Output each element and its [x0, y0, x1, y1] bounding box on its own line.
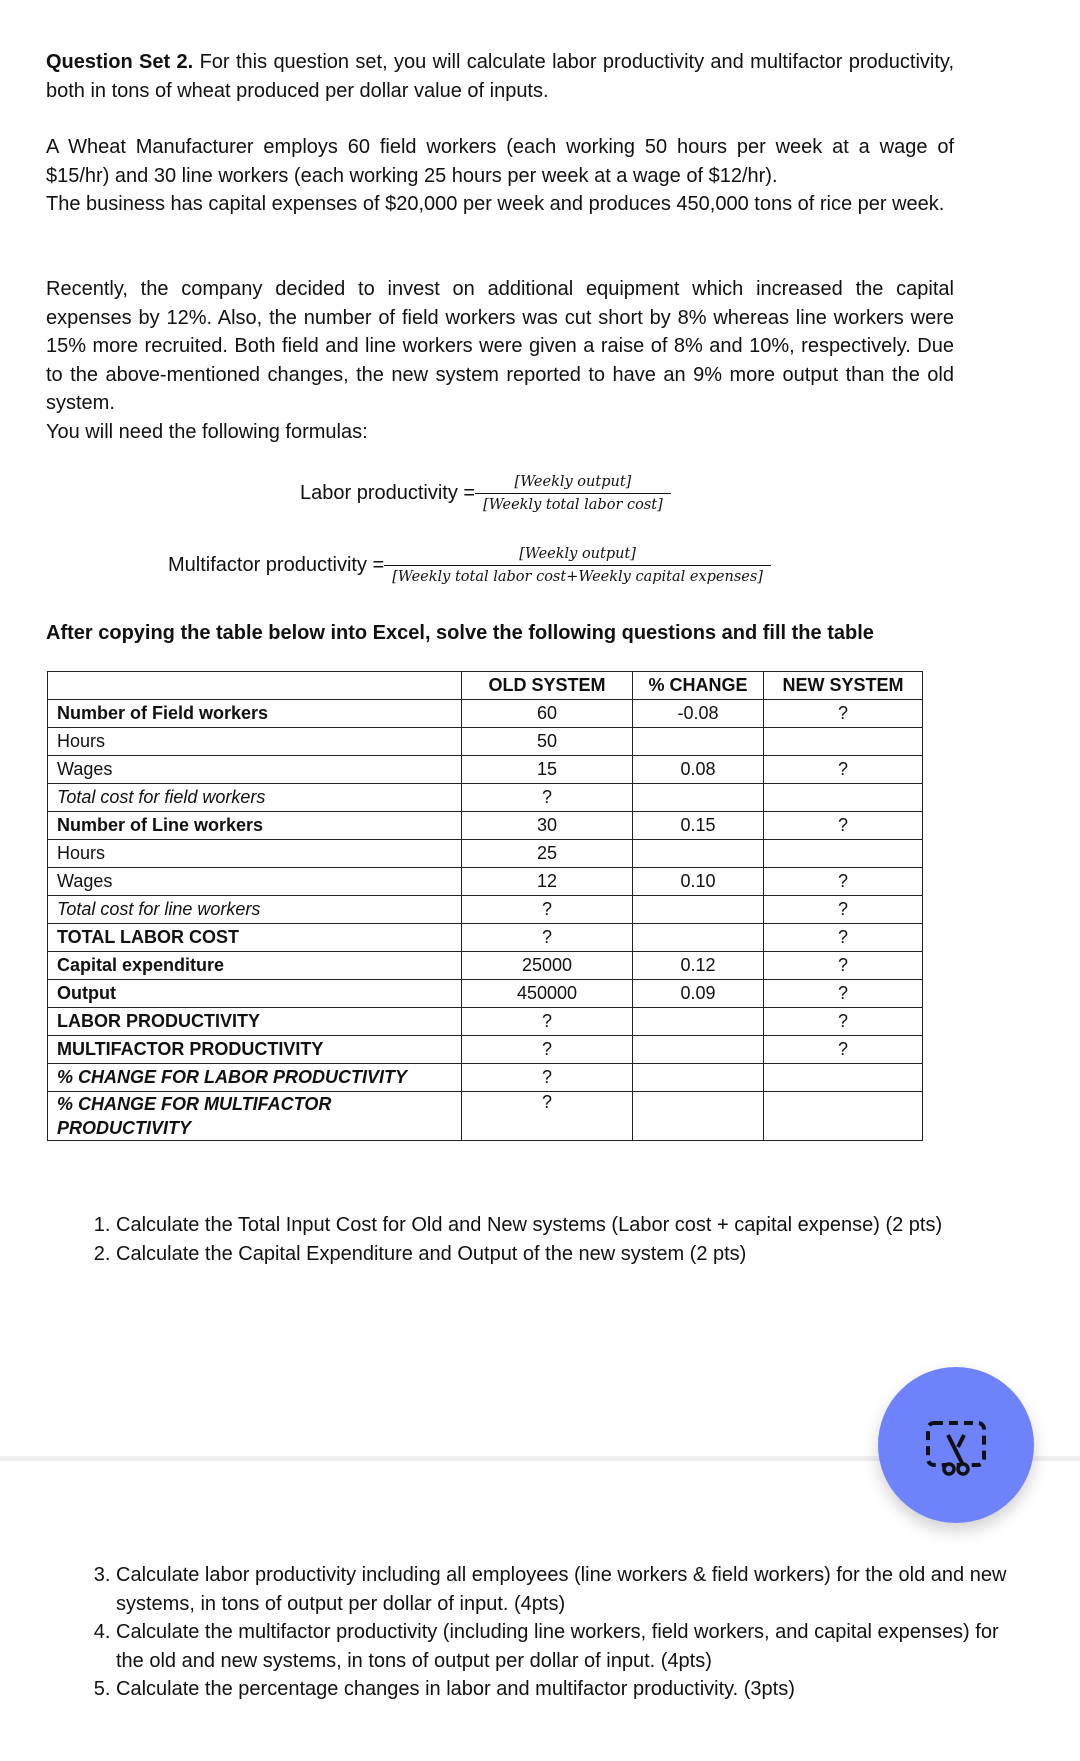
table-row: [48, 1036, 923, 1064]
new-system-cell: ?: [764, 812, 923, 840]
percent-change-cell: [633, 784, 764, 812]
new-system-cell: [764, 840, 923, 868]
table-row: [48, 728, 923, 756]
row-label: Number of Line workers: [48, 812, 462, 840]
old-system-cell: 15: [462, 756, 633, 784]
old-system-cell: ?: [462, 1092, 633, 1141]
row-label: MULTIFACTOR PRODUCTIVITY: [48, 1036, 462, 1064]
row-label: Number of Field workers: [48, 700, 462, 728]
question-item: 1. Calculate the Total Input Cost for Old and New systems (Labor cost + capital expense) (2 pts): [116, 1211, 1024, 1240]
instruction-heading: After copying the table below into Excel, solve the following questions and fill the table: [46, 622, 874, 644]
old-system-cell: 50: [462, 728, 633, 756]
table-row: [48, 924, 923, 952]
table-row: [48, 840, 923, 868]
formula-denominator: [Weekly total labor cost+Weekly capital expenses]: [384, 565, 771, 585]
old-system-cell: 30: [462, 812, 633, 840]
old-system-cell: ?: [462, 896, 633, 924]
new-system-cell: [764, 728, 923, 756]
new-system-cell: ?: [764, 756, 923, 784]
old-system-cell: ?: [462, 1008, 633, 1036]
old-system-cell: ?: [462, 784, 633, 812]
new-system-cell: ?: [764, 700, 923, 728]
table-row: [48, 952, 923, 980]
percent-change-cell: 0.09: [633, 980, 764, 1008]
table-row: [48, 756, 923, 784]
productivity-table: [47, 671, 923, 1141]
table-row: [48, 1092, 923, 1141]
row-label: LABOR PRODUCTIVITY: [48, 1008, 462, 1036]
row-label: Total cost for line workers: [48, 896, 462, 924]
scenario-paragraph: A Wheat Manufacturer employs 60 field workers (each working 50 hours per week at a wage of $15/hr) and 30 line workers (each working 25 hours per week at a wage of $12/hr).: [46, 136, 954, 187]
intro-paragraph: [46, 48, 954, 105]
old-system-cell: 25: [462, 840, 633, 868]
questions-list-b: [46, 1561, 1024, 1704]
row-label: Output: [48, 980, 462, 1008]
old-system-cell: 12: [462, 868, 633, 896]
percent-change-cell: 0.10: [633, 868, 764, 896]
header-blank: [48, 672, 462, 700]
percent-change-cell: -0.08: [633, 700, 764, 728]
new-system-cell: ?: [764, 924, 923, 952]
row-label: % CHANGE FOR MULTIFACTOR PRODUCTIVITY: [48, 1092, 462, 1141]
old-system-cell: ?: [462, 1064, 633, 1092]
old-system-cell: ?: [462, 1036, 633, 1064]
row-label: TOTAL LABOR COST: [48, 924, 462, 952]
percent-change-cell: [633, 924, 764, 952]
labor-productivity-formula: [300, 474, 667, 513]
header-new-system: NEW SYSTEM: [764, 672, 923, 700]
percent-change-cell: [633, 1036, 764, 1064]
old-system-cell: 25000: [462, 952, 633, 980]
question-item: 3. Calculate labor productivity including all employees (line workers & field workers) for the old and new systems, in tons of output per dollar of input. (4pts): [116, 1561, 1024, 1618]
percent-change-cell: [633, 1008, 764, 1036]
table-row: [48, 1008, 923, 1036]
new-system-cell: ?: [764, 1008, 923, 1036]
table-row: [48, 812, 923, 840]
formulas-intro: You will need the following formulas:: [46, 421, 368, 443]
question-item: 2. Calculate the Capital Expenditure and Output of the new system (2 pts): [116, 1240, 1024, 1269]
old-system-cell: 60: [462, 700, 633, 728]
formula-fraction: [388, 546, 767, 585]
row-label: Wages: [48, 756, 462, 784]
formula-denominator: [Weekly total labor cost]: [475, 493, 671, 513]
percent-change-cell: 0.15: [633, 812, 764, 840]
intro-text: For this question set, you will calculate labor productivity and multifactor productivity, both in tons of wheat produced per dollar value of inputs.: [46, 51, 955, 102]
row-label: Hours: [48, 728, 462, 756]
table-row: [48, 700, 923, 728]
table-row: [48, 784, 923, 812]
formula-numerator: [Weekly output]: [514, 474, 632, 490]
new-system-cell: ?: [764, 896, 923, 924]
new-system-cell: ?: [764, 1036, 923, 1064]
question-set-label: Question Set 2.: [46, 51, 194, 73]
screen-snip-button[interactable]: [878, 1367, 1034, 1523]
table-row: [48, 896, 923, 924]
new-system-cell: [764, 784, 923, 812]
multifactor-productivity-formula: [168, 546, 767, 585]
table-row: [48, 1064, 923, 1092]
old-system-cell: ?: [462, 924, 633, 952]
changes-paragraph: Recently, the company decided to invest on additional equipment which increased the capital expenses by 12%. Also, the number of field workers was cut short by 8% whereas line workers were 15% more recruited. Both field and line workers were given a raise of 8% and 10%, respectively. Due to the above-mentioned changes, the new system reported to have an 9% more output than the old system.: [46, 278, 954, 414]
percent-change-cell: [633, 1092, 764, 1141]
new-system-cell: [764, 1092, 923, 1141]
new-system-cell: ?: [764, 980, 923, 1008]
row-label: Wages: [48, 868, 462, 896]
table-row: [48, 868, 923, 896]
formula-label: Multifactor productivity =: [168, 554, 385, 576]
row-label: Total cost for field workers: [48, 784, 462, 812]
header-old-system: OLD SYSTEM: [462, 672, 633, 700]
percent-change-cell: [633, 896, 764, 924]
old-system-cell: 450000: [462, 980, 633, 1008]
percent-change-cell: [633, 728, 764, 756]
new-system-cell: ?: [764, 952, 923, 980]
percent-change-cell: 0.08: [633, 756, 764, 784]
scenario-paragraph-2: The business has capital expenses of $20,000 per week and produces 450,000 tons of rice per week.: [46, 193, 945, 215]
new-system-cell: [764, 1064, 923, 1092]
screen-snip-icon: [918, 1407, 994, 1483]
questions-list-a: [46, 1211, 1024, 1268]
row-label: Hours: [48, 840, 462, 868]
new-system-cell: ?: [764, 868, 923, 896]
formula-numerator: [Weekly output]: [519, 546, 636, 562]
row-label: % CHANGE FOR LABOR PRODUCTIVITY: [48, 1064, 462, 1092]
header-percent-change: % CHANGE: [633, 672, 764, 700]
row-label: Capital expenditure: [48, 952, 462, 980]
percent-change-cell: [633, 1064, 764, 1092]
formula-label: Labor productivity =: [300, 482, 476, 504]
question-item: 4. Calculate the multifactor productivity (including line workers, field workers, and capital expenses) for the old and new systems, in tons of output per dollar of input. (4pts): [116, 1618, 1024, 1675]
table-header-row: [48, 672, 923, 700]
percent-change-cell: 0.12: [633, 952, 764, 980]
formula-fraction: [479, 474, 667, 513]
table-row: [48, 980, 923, 1008]
percent-change-cell: [633, 840, 764, 868]
question-item: 5. Calculate the percentage changes in labor and multifactor productivity. (3pts): [116, 1675, 1024, 1704]
